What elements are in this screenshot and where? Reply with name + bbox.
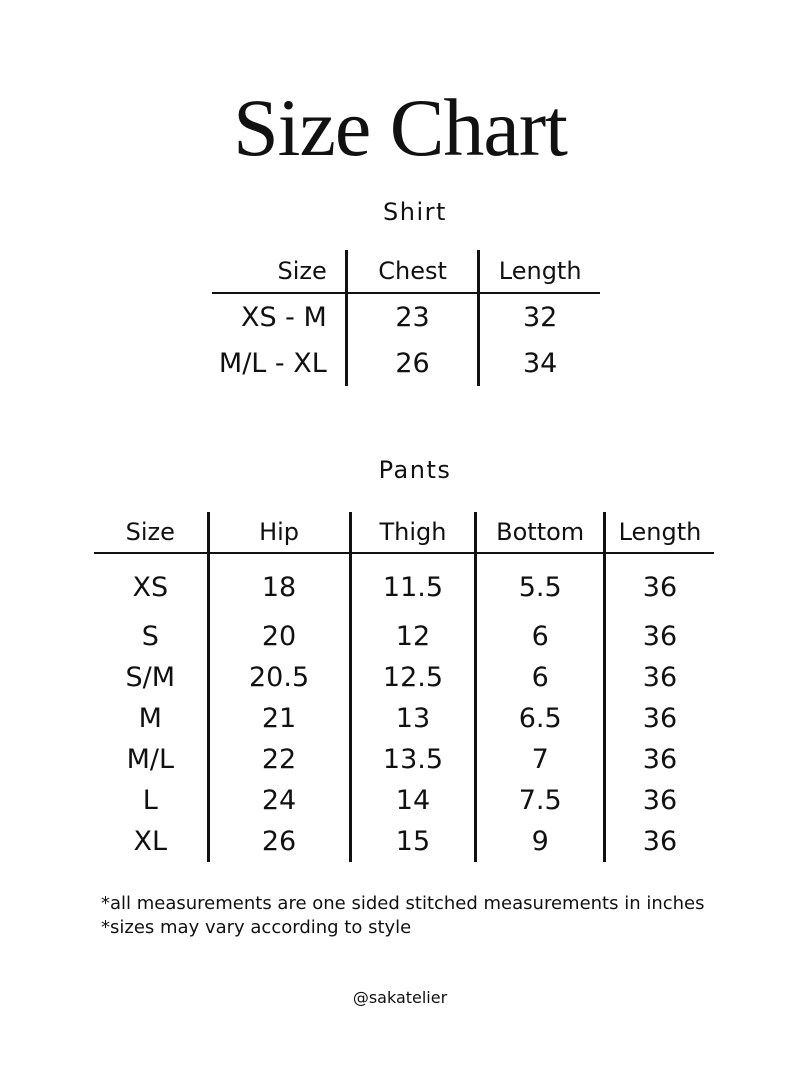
pants-cell-size: M/L [94, 739, 208, 780]
pants-cell-hip: 18 [208, 553, 350, 616]
pants-cell-bottom: 6.5 [476, 698, 605, 739]
pants-cell-length: 36 [642, 571, 678, 603]
pants-cell-hip: 22 [208, 739, 350, 780]
pants-cell-length: 36 [642, 662, 678, 693]
shirt-cell-length: 34 [522, 347, 558, 379]
shirt-header-size: Size [212, 250, 346, 293]
table-row [94, 698, 714, 739]
shirt-size-table [212, 250, 600, 386]
shirt-section-title: Shirt [383, 198, 447, 226]
brand-handle: @sakatelier [352, 988, 448, 1007]
pants-cell-size: S [94, 616, 208, 657]
pants-cell-bottom: 7.5 [476, 780, 605, 821]
pants-cell-bottom: 6 [476, 616, 605, 657]
pants-cell-size: S/M [94, 657, 208, 698]
pants-cell-thigh: 13.5 [350, 739, 476, 780]
pants-cell-size: XL [94, 821, 208, 862]
pants-header-size: Size [94, 512, 208, 553]
pants-cell-bottom: 7 [476, 739, 605, 780]
footnote-sizes: *sizes may vary according to style [101, 917, 412, 938]
pants-cell-length: 36 [642, 621, 678, 652]
pants-cell-size: M [94, 698, 208, 739]
pants-cell-thigh: 15 [350, 821, 476, 862]
table-row [212, 340, 600, 386]
shirt-cell-chest: 23 [346, 293, 479, 340]
pants-header-bottom: Bottom [476, 512, 605, 553]
pants-cell-length: 36 [642, 826, 678, 857]
pants-cell-size: L [94, 780, 208, 821]
footnotes [101, 892, 705, 940]
shirt-header-row [212, 250, 600, 293]
pants-section-title: Pants [378, 456, 452, 484]
pants-cell-thigh: 14 [350, 780, 476, 821]
pants-cell-thigh: 13 [350, 698, 476, 739]
shirt-header-chest: Chest [346, 250, 479, 293]
pants-cell-hip: 20.5 [208, 657, 350, 698]
pants-cell-length: 36 [642, 744, 678, 775]
table-row [212, 293, 600, 340]
pants-cell-hip: 21 [208, 698, 350, 739]
pants-cell-length: 36 [642, 703, 678, 734]
pants-cell-thigh: 11.5 [350, 553, 476, 616]
table-row [94, 657, 714, 698]
pants-cell-hip: 20 [208, 616, 350, 657]
pants-cell-bottom: 5.5 [476, 553, 605, 616]
shirt-header-length: Length [479, 250, 600, 293]
pants-cell-hip: 26 [208, 821, 350, 862]
shirt-cell-size: M/L - XL [212, 340, 346, 386]
shirt-cell-size: XS - M [212, 293, 346, 340]
pants-cell-bottom: 9 [476, 821, 605, 862]
pants-cell-hip: 24 [208, 780, 350, 821]
pants-cell-length: 36 [642, 785, 678, 816]
table-row [94, 780, 714, 821]
shirt-cell-chest: 26 [346, 340, 479, 386]
footnote-measurements: *all measurements are one sided stitched measurements in inches [101, 893, 705, 914]
pants-cell-bottom: 6 [476, 657, 605, 698]
pants-size-table [94, 512, 714, 862]
shirt-cell-length: 32 [522, 301, 558, 333]
page-title: Size Chart [233, 82, 567, 173]
table-row [94, 553, 714, 616]
pants-header-row [94, 512, 714, 553]
table-row [94, 821, 714, 862]
pants-cell-thigh: 12.5 [350, 657, 476, 698]
pants-cell-size: XS [94, 553, 208, 616]
pants-header-thigh: Thigh [350, 512, 476, 553]
pants-header-hip: Hip [208, 512, 350, 553]
table-row [94, 739, 714, 780]
pants-header-length: Length [604, 512, 714, 553]
pants-cell-thigh: 12 [350, 616, 476, 657]
table-row [94, 616, 714, 657]
